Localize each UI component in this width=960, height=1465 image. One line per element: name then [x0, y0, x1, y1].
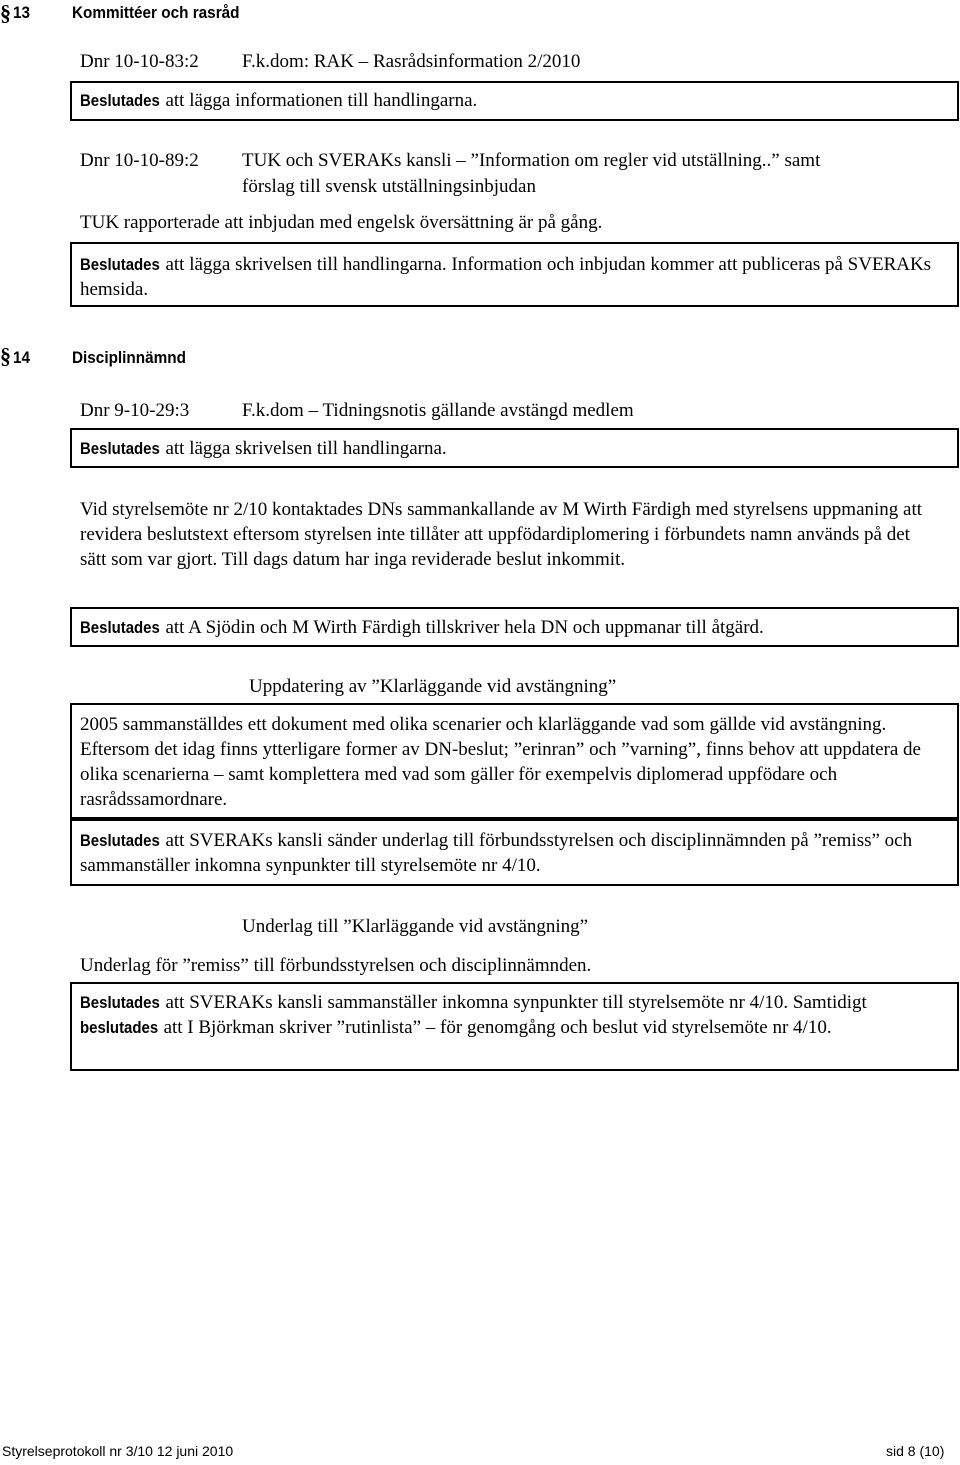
decision-box-2	[70, 242, 959, 307]
decision-6	[80, 990, 940, 1040]
decision-4	[80, 615, 764, 640]
decision-box-1	[70, 81, 959, 121]
tuk-report: TUK rapporterade att inbjudan med engelsk översättning är på gång.	[80, 212, 603, 233]
subject-tidningsnotis: F.k.dom – Tidningsnotis gällande avstängd medlem	[242, 400, 634, 421]
decision-label: Beslutades	[80, 993, 160, 1012]
decision-text: att lägga informationen till handlingarna.	[160, 90, 478, 111]
section-sign-13: §	[0, 0, 11, 25]
decision-label: Beslutades	[80, 831, 160, 850]
paragraph-2005: 2005 sammanställdes ett dokument med olika scenarier och klarläggande vad som gällde vid avstängning. Eftersom det idag finns ytterligare former av DN-beslut; ”erinran” och ”varning”, finns behov att uppdatera de olika scenarierna – samt komplettera med vad som gäller för exempelvis diplomerad uppfödare och rasrådssamordnare.	[80, 714, 921, 810]
decision-box-3	[70, 428, 959, 468]
decision-text: att SVERAKs kansli sänder underlag till förbundsstyrelsen och disciplinnämnden på ”remiss” och sammanställer inkomna synpunkter till styrelsemöte nr 4/10.	[80, 830, 913, 876]
decision-label: Beslutades	[80, 439, 160, 458]
decision-label: Beslutades	[80, 91, 160, 110]
decision-text: att lägga skrivelsen till handlingarna. Information och inbjudan kommer att publiceras på SVERAKs hemsida.	[80, 254, 932, 300]
decision-5	[80, 828, 942, 878]
dnr-9-10-29: Dnr 9-10-29:3	[80, 400, 190, 421]
section-number-14: 14	[13, 348, 31, 367]
decision-text: att SVERAKs kansli sammanställer inkomna synpunkter till styrelsemöte nr 4/10. Samtidigt	[160, 992, 867, 1013]
decision-label: Beslutades	[80, 618, 160, 637]
decision-box-5	[70, 819, 959, 886]
text-box-uppdatering	[70, 703, 959, 819]
footer-page: sid 8 (10)	[886, 1443, 945, 1459]
dnr-10-10-89: Dnr 10-10-89:2	[80, 150, 199, 171]
section-sign-14: §	[0, 343, 11, 368]
subject-tuk-line1: TUK och SVERAKs kansli – ”Information om regler vid utställning..” samt	[242, 150, 821, 171]
section-title-13: Kommittéer och rasråd	[72, 3, 240, 22]
section-number-13: 13	[13, 3, 31, 22]
decision-box-4	[70, 607, 959, 647]
decision-label: Beslutades	[80, 255, 160, 274]
decision-label-2: beslutades	[80, 1018, 159, 1037]
heading-uppdatering: Uppdatering av ”Klarläggande vid avstängning”	[249, 676, 617, 697]
decision-2	[80, 252, 950, 302]
paragraph-styrelsemote: Vid styrelsemöte nr 2/10 kontaktades DNs sammankallande av M Wirth Färdigh med styrelsens uppmaning att revidera beslutstext eftersom styrelsen inte tillåter att uppfödardiplomering i förbundets namn används på det sätt som var gjort. Till dags datum har inga reviderade beslut inkommit.	[80, 499, 923, 570]
section-title-14: Disciplinnämnd	[72, 348, 186, 367]
decision-text: att A Sjödin och M Wirth Färdigh tillskriver hela DN och uppmanar till åtgärd.	[160, 617, 764, 638]
footer-protocol: Styrelseprotokoll nr 3/10 12 juni 2010	[2, 1443, 234, 1459]
paragraph-underlag: Underlag för ”remiss” till förbundsstyrelsen och disciplinnämnden.	[80, 955, 592, 976]
decision-1	[80, 88, 477, 113]
heading-underlag: Underlag till ”Klarläggande vid avstängning”	[242, 916, 589, 937]
decision-text: att lägga skrivelsen till handlingarna.	[160, 438, 447, 459]
subject-rak: F.k.dom: RAK – Rasrådsinformation 2/2010	[242, 51, 581, 72]
dnr-10-10-83: Dnr 10-10-83:2	[80, 51, 199, 72]
subject-tuk-line2: förslag till svensk utställningsinbjudan	[242, 176, 536, 197]
decision-3	[80, 436, 447, 461]
decision-box-6	[70, 982, 959, 1071]
decision-text-2: att I Björkman skriver ”rutinlista” – för genomgång och beslut vid styrelsemöte nr 4/10.	[158, 1017, 832, 1038]
